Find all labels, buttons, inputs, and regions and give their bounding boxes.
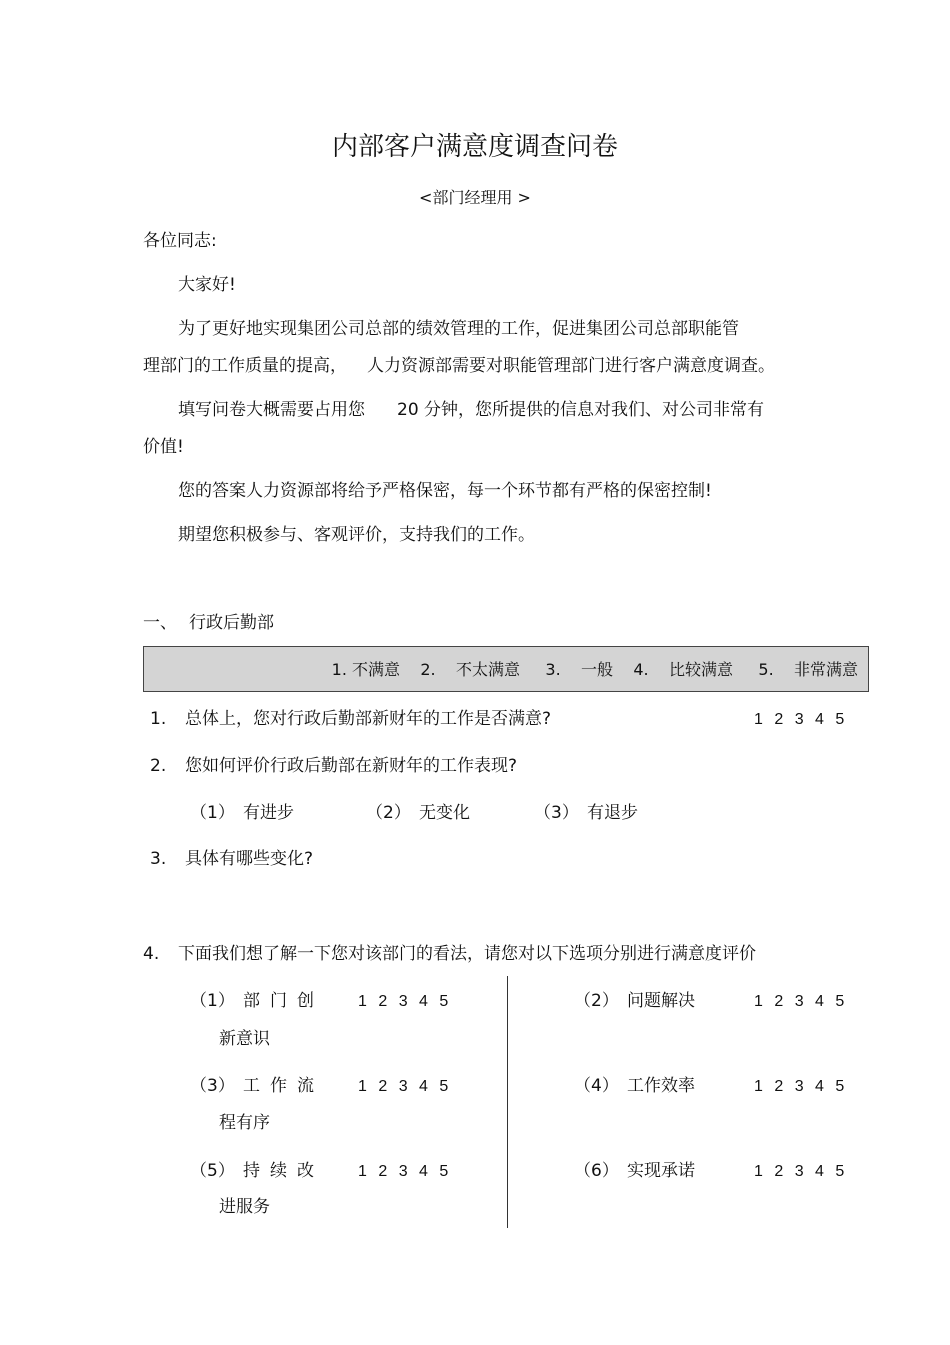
intro-para2-line1-b: 20 分钟，您所提供的信息对我们、对公司非常有	[397, 400, 765, 420]
hello-text: 大家好!	[178, 275, 236, 295]
page-subtitle: <部门经理用 >	[419, 188, 531, 207]
q3-text: 具体有哪些变化?	[185, 849, 314, 869]
section-number: 一、	[143, 613, 177, 633]
q2-option-1-mark[interactable]: （1）	[190, 803, 235, 823]
q4-item-3-rating[interactable]: 1 2 3 4 5	[358, 1078, 449, 1095]
q4-item-4-rating[interactable]: 1 2 3 4 5	[754, 1078, 845, 1095]
intro-para1-line2-b: 人力资源部需要对职能管理部门进行客户满意度调查。	[367, 356, 775, 376]
intro-para2-line1-a: 填写问卷大概需要占用您	[178, 400, 365, 420]
section-title: 行政后勤部	[189, 613, 274, 633]
q2-option-3-label[interactable]: 有退步	[587, 803, 638, 823]
rating-legend-text: 1. 不满意 2. 不太满意 3. 一般 4. 比较满意 5. 非常满意	[331, 660, 858, 679]
q2-number: 2.	[150, 756, 167, 776]
q4-item-4-mark: （4）	[574, 1076, 619, 1096]
q4-item-6-rating[interactable]: 1 2 3 4 5	[754, 1163, 845, 1180]
intro-para1-line1: 为了更好地实现集团公司总部的绩效管理的工作，促进集团公司总部职能管	[178, 319, 739, 339]
q1-number: 1.	[150, 709, 167, 729]
page-title: 内部客户满意度调查问卷	[331, 132, 618, 162]
q2-option-1-label[interactable]: 有进步	[243, 803, 294, 823]
q4-item-3-label-cont: 程有序	[219, 1113, 270, 1133]
q4-item-4-label: 工作效率	[627, 1076, 695, 1096]
q2-text: 您如何评价行政后勤部在新财年的工作表现?	[185, 756, 518, 776]
q4-item-1-label-cont: 新意识	[219, 1029, 270, 1049]
intro-para2-line2: 价值!	[143, 437, 184, 457]
q4-item-3-mark: （3）	[190, 1076, 235, 1096]
q4-item-5-label-cont: 进服务	[219, 1197, 270, 1217]
q4-item-5-mark: （5）	[190, 1161, 235, 1181]
intro-para4: 期望您积极参与、客观评价，支持我们的工作。	[178, 525, 535, 545]
q4-item-2-mark: （2）	[574, 991, 619, 1011]
q4-item-1-rating[interactable]: 1 2 3 4 5	[358, 993, 449, 1010]
q2-option-2-mark[interactable]: （2）	[366, 803, 411, 823]
q4-item-5-label: 持续改	[243, 1161, 324, 1181]
q4-item-2-rating[interactable]: 1 2 3 4 5	[754, 993, 845, 1010]
q4-item-1-mark: （1）	[190, 991, 235, 1011]
q4-text: 下面我们想了解一下您对该部门的看法，请您对以下选项分别进行满意度评价	[178, 944, 756, 964]
q4-number: 4.	[143, 944, 160, 964]
q4-item-1-label: 部门创	[243, 991, 324, 1011]
rating-legend-box	[143, 646, 869, 692]
q3-number: 3.	[150, 849, 167, 869]
intro-para1-line2-a: 理部门的工作质量的提高，	[143, 356, 347, 376]
q4-item-3-label: 工作流	[243, 1076, 324, 1096]
intro-para3: 您的答案人力资源部将给予严格保密，每一个环节都有严格的保密控制!	[178, 481, 712, 501]
q4-item-6-mark: （6）	[574, 1161, 619, 1181]
q4-item-6-label: 实现承诺	[627, 1161, 695, 1181]
column-divider	[507, 976, 508, 1228]
greeting: 各位同志:	[143, 231, 217, 251]
q4-item-5-rating[interactable]: 1 2 3 4 5	[358, 1163, 449, 1180]
q1-rating-options[interactable]: 1 2 3 4 5	[754, 711, 845, 728]
q2-option-3-mark[interactable]: （3）	[534, 803, 579, 823]
q1-text: 总体上，您对行政后勤部新财年的工作是否满意?	[185, 709, 552, 729]
q4-item-2-label: 问题解决	[627, 991, 695, 1011]
q2-option-2-label[interactable]: 无变化	[419, 803, 470, 823]
